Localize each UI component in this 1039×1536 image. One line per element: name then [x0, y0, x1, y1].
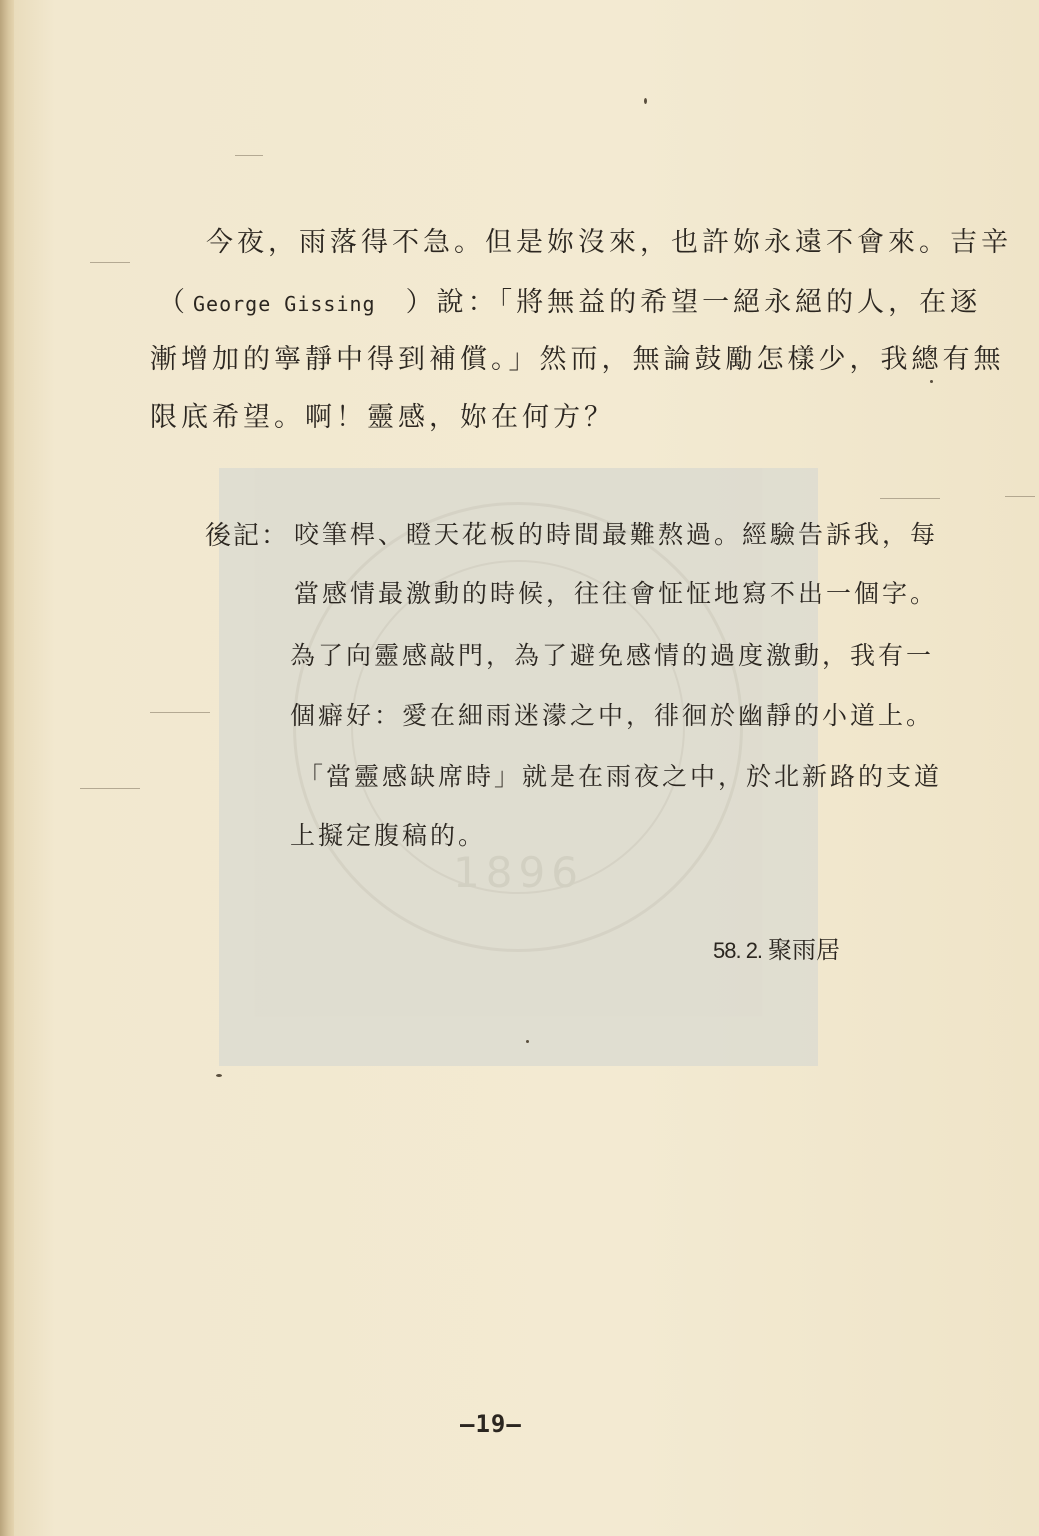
postscript-line-4: 個癖好：愛在細雨迷濛之中，徘徊於幽靜的小道上。: [290, 701, 935, 730]
book-spine-edge: [0, 0, 14, 1536]
postscript-line-3: 為了向靈感敲門，為了避免感情的過度激動，我有一: [290, 641, 935, 670]
signature: [713, 930, 840, 965]
signature-date: 58. 2.: [713, 938, 763, 963]
paragraph-line-4: 限底希望。啊！靈感，妳在何方？: [150, 402, 615, 433]
paragraph-line-2: [158, 280, 981, 319]
postscript-line-2: 當感情最激動的時候，往往會怔怔地寫不出一個字。: [294, 579, 939, 608]
postscript-label: 後記：: [205, 521, 290, 551]
scan-mark: [1005, 496, 1035, 497]
scan-speck: [216, 1074, 222, 1077]
postscript-line-6: 上擬定腹稿的。: [290, 821, 487, 850]
scan-mark: [80, 788, 140, 789]
page-number: —19—: [460, 1410, 522, 1438]
paragraph-line-3: 漸增加的寧靜中得到補償。」然而，無論鼓勵怎樣少，我總有無: [150, 344, 1005, 375]
paragraph-author-name: George Gissing: [193, 292, 376, 316]
signature-place: 聚雨居: [768, 936, 841, 964]
scan-mark: [90, 262, 130, 263]
scan-mark: [150, 712, 210, 713]
paragraph-open-paren: （: [158, 287, 189, 318]
scan-speck: [930, 380, 933, 383]
watermark-year: 1896: [453, 848, 584, 897]
paragraph-line-1: 今夜，雨落得不急。但是妳沒來，也許妳永遠不會來。吉辛: [206, 227, 1012, 258]
scan-mark: [235, 155, 263, 156]
scan-speck: [644, 98, 647, 104]
paragraph-quote-start: ）說：「將無益的希望一絕永絕的人，在逐: [405, 287, 982, 318]
postscript-line-5: 「當靈感缺席時」就是在雨夜之中，於北新路的支道: [298, 762, 943, 791]
scan-mark: [880, 498, 940, 499]
postscript-line-1: 咬筆桿、瞪天花板的時間最難熬過。經驗告訴我，每: [294, 520, 939, 549]
scan-speck: [526, 1040, 529, 1043]
